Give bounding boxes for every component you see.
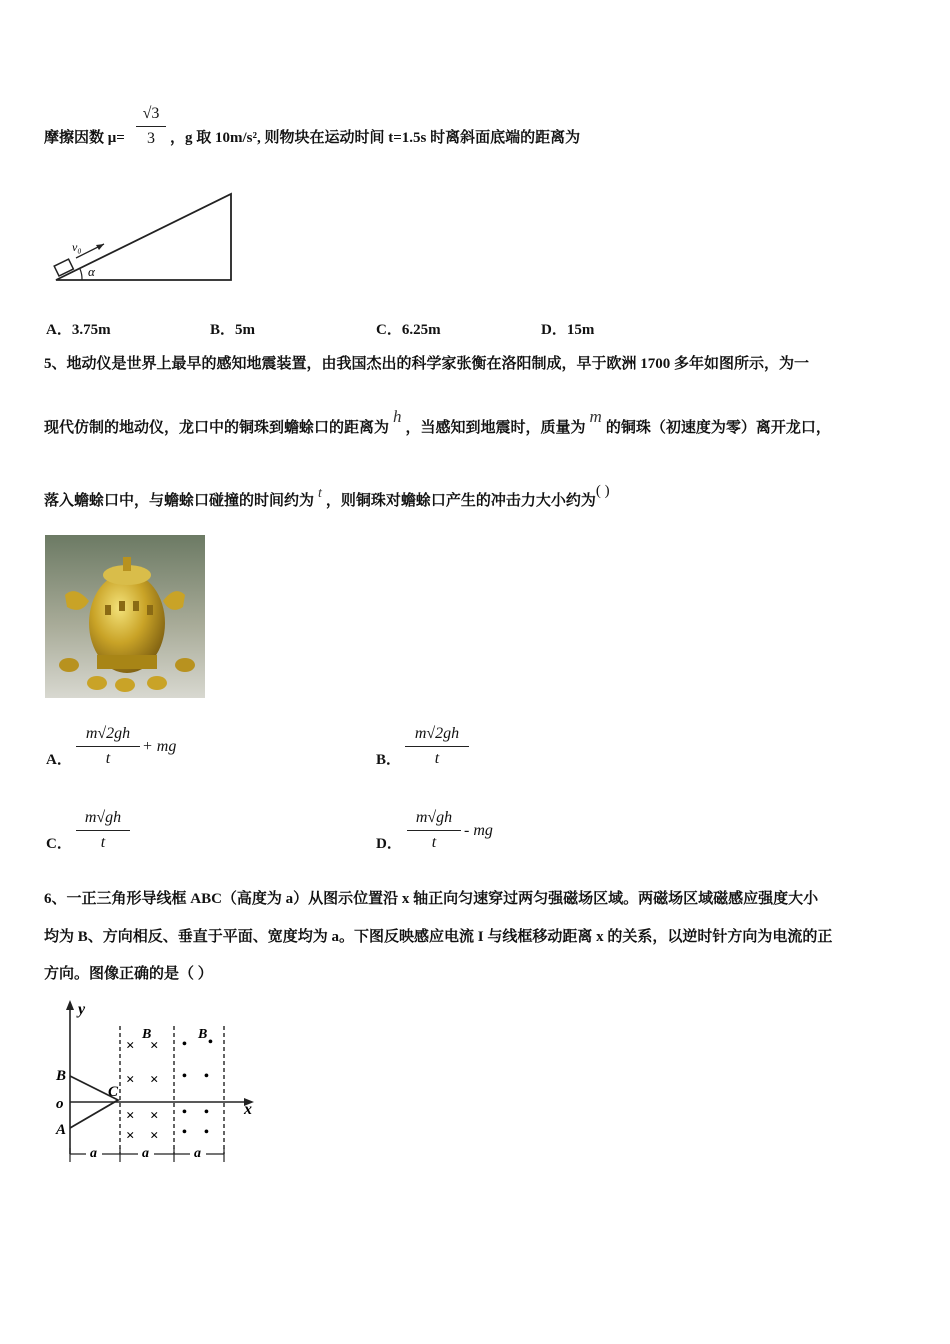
q4-option-b[interactable]: B．5m (210, 322, 256, 338)
q5-option-a-letter[interactable]: A． (46, 752, 72, 768)
svg-text:•: • (182, 1069, 187, 1084)
q5-option-d-num: m√gh (415, 809, 453, 826)
x-label: x (244, 1101, 252, 1118)
field-1-label: B (142, 1027, 152, 1042)
svg-text:×: × (150, 1108, 159, 1124)
symbol-t: t (318, 486, 322, 501)
q5-option-c-num: m√gh (84, 809, 122, 826)
v0-label: v₀ (72, 240, 82, 254)
origin-label: o (56, 1096, 64, 1112)
q6-line2: 均为 B、方向相反、垂直于平面、宽度均为 a。下图反映感应电流 I 与线框移动距离 x 的关系，以逆时针方向为电流的正 (44, 929, 833, 945)
urn-base (97, 655, 157, 669)
q5-line1: 5、地动仪是世界上最早的感知地震装置，由我国杰出的科学家张衡在洛阳制成，早于欧洲 1700 多年如图所示，为一 (44, 356, 810, 372)
q5-option-b-num: m√2gh (414, 725, 460, 742)
mu-fraction (136, 104, 166, 149)
angle-arc (80, 269, 82, 280)
q5-option-a-num: m√2gh (85, 725, 131, 742)
vertex-c-label: C (108, 1084, 119, 1100)
symbol-m: m (589, 407, 602, 426)
q5-line2: 现代仿制的地动仪，龙口中的铜珠到蟾蜍口的距离为h，当感知到地震时，质量为m的铜珠（初速度为零）离开龙口， (44, 407, 831, 436)
vertex-a-label: A (56, 1122, 67, 1138)
q4-line-prefix: 摩擦因数 μ= (44, 130, 125, 146)
q5-line3: 落入蟾蜍口中，与蟾蜍口碰撞的时间约为 t ，则铜珠对蟾蜍口产生的冲击力大小约为( ) (44, 483, 610, 509)
q5-option-c-den: t (100, 834, 106, 851)
urn-knob (123, 557, 131, 571)
field-figure (52, 996, 268, 1168)
svg-text:•: • (182, 1105, 187, 1120)
q5-option-d-tail: - mg (464, 822, 493, 839)
q4-line-suffix: ，g 取 10m/s², 则物块在运动时间 t=1.5s 时离斜面底端的距离为 (170, 130, 581, 146)
incline-figure (44, 188, 244, 288)
svg-text:•: • (204, 1105, 209, 1120)
svg-text:×: × (150, 1072, 159, 1088)
q5-option-b-fraction[interactable] (405, 724, 469, 769)
q5-option-a-fraction[interactable] (76, 724, 140, 769)
toad-5 (175, 658, 195, 672)
svg-text:•: • (208, 1035, 213, 1050)
svg-text:×: × (126, 1072, 135, 1088)
toad-2 (87, 676, 107, 690)
field-2-label: B (198, 1027, 208, 1042)
mu-numerator: √3 (142, 105, 160, 122)
svg-text:×: × (126, 1038, 135, 1054)
width-a-1: a (90, 1146, 97, 1161)
q6-line1: 6、一正三角形导线框 ABC（高度为 a）从图示位置沿 x 轴正向匀速穿过两匀强磁场区域。两磁场区域磁感应强度大小 (44, 891, 819, 907)
q5-option-c-letter[interactable]: C． (46, 836, 72, 852)
q4-option-a[interactable]: A．3.75m (46, 322, 111, 338)
q5-option-c-fraction[interactable] (76, 808, 130, 853)
q5-option-b-letter[interactable]: B． (376, 752, 402, 768)
svg-text:•: • (204, 1125, 209, 1140)
width-a-3: a (194, 1146, 201, 1161)
seismograph-photo (45, 535, 205, 698)
width-a-2: a (142, 1146, 149, 1161)
svg-text:×: × (150, 1038, 159, 1054)
q4-option-c[interactable]: C．6.25m (376, 322, 441, 338)
q5-option-d-den: t (431, 834, 437, 851)
toad-3 (115, 678, 135, 692)
y-label: y (78, 1001, 86, 1018)
q5-option-d-letter[interactable]: D． (376, 836, 402, 852)
q5-option-a-den: t (105, 750, 111, 767)
svg-text:•: • (182, 1037, 187, 1052)
toad-1 (59, 658, 79, 672)
q5-option-d-fraction[interactable] (407, 808, 461, 853)
q6-line3: 方向。图像正确的是（ ） (44, 966, 213, 982)
svg-text:•: • (182, 1125, 187, 1140)
y-arrowhead (66, 1000, 74, 1010)
svg-text:×: × (126, 1128, 135, 1144)
incline-triangle (56, 194, 231, 280)
svg-text:×: × (126, 1108, 135, 1124)
vertex-b-label: B (56, 1068, 67, 1084)
q5-option-b-den: t (434, 750, 440, 767)
angle-label: α (88, 264, 95, 279)
toad-4 (147, 676, 167, 690)
q4-option-d[interactable]: D．15m (541, 322, 595, 338)
symbol-h: h (393, 407, 402, 426)
q5-option-a-tail: + mg (142, 738, 177, 755)
svg-text:•: • (204, 1069, 209, 1084)
answer-paren: ( ) (595, 483, 610, 499)
mu-denominator: 3 (147, 130, 155, 147)
svg-text:×: × (150, 1128, 159, 1144)
